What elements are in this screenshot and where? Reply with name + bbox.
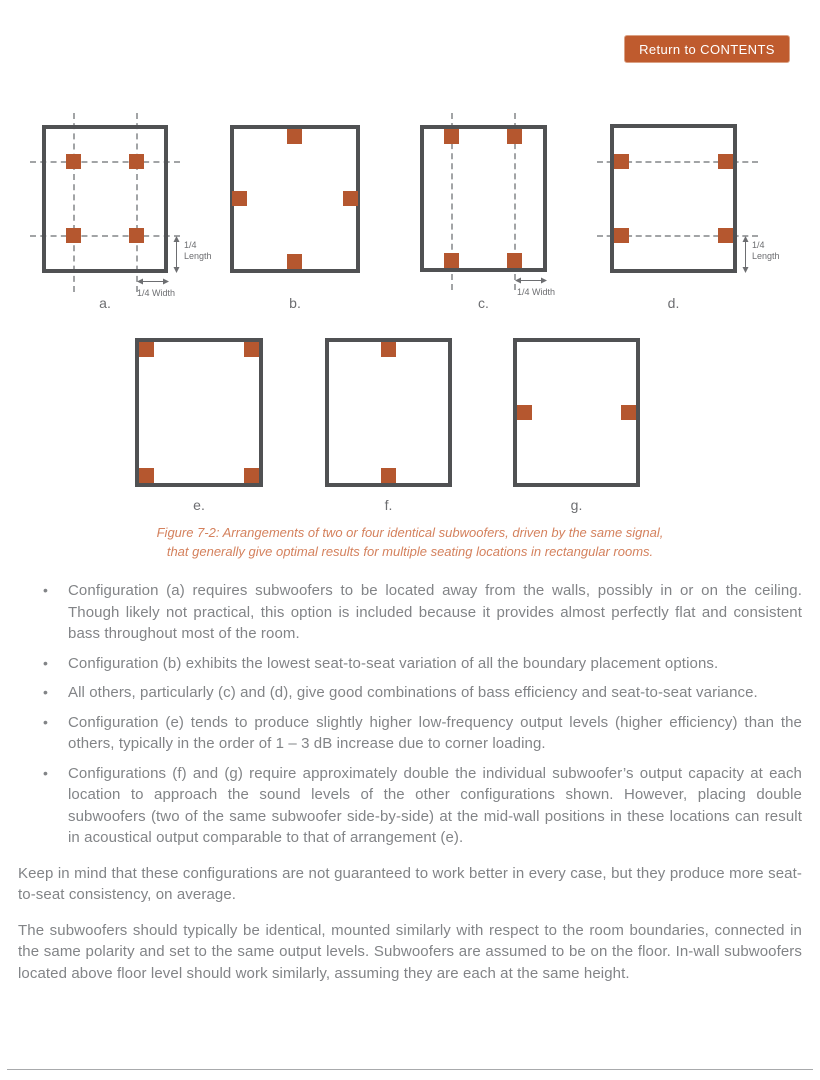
bullet-text: Configuration (a) requires subwoofers to be located away from the walls, possibly in or on the ceiling. Though likely not practical, this option is included because it provides almost perfectly flat and consistent bass throughout most of the room. — [68, 582, 802, 642]
diagram-label-c: c. — [478, 295, 489, 311]
subwoofer-marker — [444, 253, 459, 268]
footer-divider — [7, 1069, 813, 1070]
paragraph-subwoofer-setup: The subwoofers should typically be identical, mounted similarly with respect to the room boundaries, connected in the same polarity and set to the same output levels. Subwoofers are assumed to be on the floor. In-wall subwoofers located above floor level should work similarly, assuming they are each at the same height. — [18, 921, 802, 982]
subwoofer-marker — [129, 228, 144, 243]
room-diagram-f — [325, 338, 452, 487]
quarter-length-annotation: 1/4 Length — [752, 240, 780, 261]
subwoofer-marker — [66, 228, 81, 243]
diagram-label-e: e. — [193, 497, 205, 513]
subwoofer-marker — [287, 129, 302, 144]
diagram-label-d: d. — [667, 295, 680, 311]
bullet-item-fg — [18, 763, 802, 849]
subwoofer-marker — [507, 253, 522, 268]
bullet-dot: • — [43, 684, 49, 700]
room-diagram-b — [230, 125, 360, 273]
bullet-item-b — [18, 653, 802, 675]
subwoofer-marker — [129, 154, 144, 169]
bullet-text: All others, particularly (c) and (d), give good combinations of bass efficiency and seat-to-seat variance. — [68, 684, 758, 701]
body-text — [18, 580, 802, 984]
quarter-length-annotation: 1/4 Length — [184, 240, 212, 261]
subwoofer-marker — [244, 342, 259, 357]
bullet-dot: • — [43, 764, 49, 781]
subwoofer-marker — [287, 254, 302, 269]
bullet-dot: • — [43, 582, 49, 598]
quarter-length-arrow-icon — [741, 236, 750, 273]
subwoofer-marker — [718, 154, 733, 169]
bullet-item-e — [18, 712, 802, 755]
bullet-dot: • — [43, 713, 49, 730]
subwoofer-marker — [244, 468, 259, 483]
diagram-label-f: f. — [384, 497, 393, 513]
bullet-text: Configurations (f) and (g) require approximately double the individual subwoofer’s output capacity at each location to approach the sound levels of the other configurations shown. However, placing double subwoofers (two of the same subwoofer side-by-side) at the mid-wall positions in these locations can result in acoustical output comparable to that of arrangement (e). — [68, 764, 802, 846]
subwoofer-marker — [343, 191, 358, 206]
paragraph-keep-in-mind: Keep in mind that these configurations are not guaranteed to work better in every case, but they produce more seat-to-seat consistency, on average. — [18, 864, 802, 903]
subwoofer-marker — [517, 405, 532, 420]
subwoofer-marker — [507, 129, 522, 144]
figure-caption-line1: Figure 7-2: Arrangements of two or four identical subwoofers, driven by the same signal, — [156, 525, 664, 540]
subwoofer-marker — [614, 228, 629, 243]
room-diagram-c — [420, 125, 547, 272]
subwoofer-marker — [381, 468, 396, 483]
subwoofer-marker — [614, 154, 629, 169]
bullet-text: Configuration (e) tends to produce slightly higher low-frequency output levels (higher efficiency) than the others, typically in the order of 1 – 3 dB increase due to corner loading. — [68, 713, 802, 752]
bullet-dot: • — [43, 654, 49, 671]
figure-caption — [0, 523, 820, 561]
return-to-contents-button[interactable]: Return to CONTENTS — [624, 35, 790, 63]
subwoofer-marker — [139, 342, 154, 357]
bullet-text: Configuration (b) exhibits the lowest seat-to-seat variation of all the boundary placement options. — [68, 654, 719, 672]
room-diagram-d — [610, 124, 737, 273]
figure-caption-line2: that generally give optimal results for multiple seating locations in rectangular rooms. — [166, 544, 654, 559]
subwoofer-marker — [444, 129, 459, 144]
quarter-width-arrow-icon — [515, 276, 547, 285]
bullet-item-cd — [18, 682, 802, 704]
room-diagram-a — [42, 125, 168, 273]
quarter-width-arrow-icon — [137, 277, 169, 286]
subwoofer-marker — [232, 191, 247, 206]
subwoofer-marker — [139, 468, 154, 483]
subwoofer-marker — [381, 342, 396, 357]
subwoofer-marker — [66, 154, 81, 169]
quarter-width-annotation: 1/4 Width — [136, 288, 176, 298]
diagram-label-b: b. — [289, 295, 301, 311]
bullet-item-a — [18, 580, 802, 645]
quarter-width-annotation: 1/4 Width — [516, 287, 556, 297]
subwoofer-marker — [621, 405, 636, 420]
quarter-length-arrow-icon — [172, 236, 181, 273]
diagram-label-a: a. — [99, 295, 111, 311]
subwoofer-marker — [718, 228, 733, 243]
diagram-label-g: g. — [570, 497, 583, 513]
room-diagram-e — [135, 338, 263, 487]
